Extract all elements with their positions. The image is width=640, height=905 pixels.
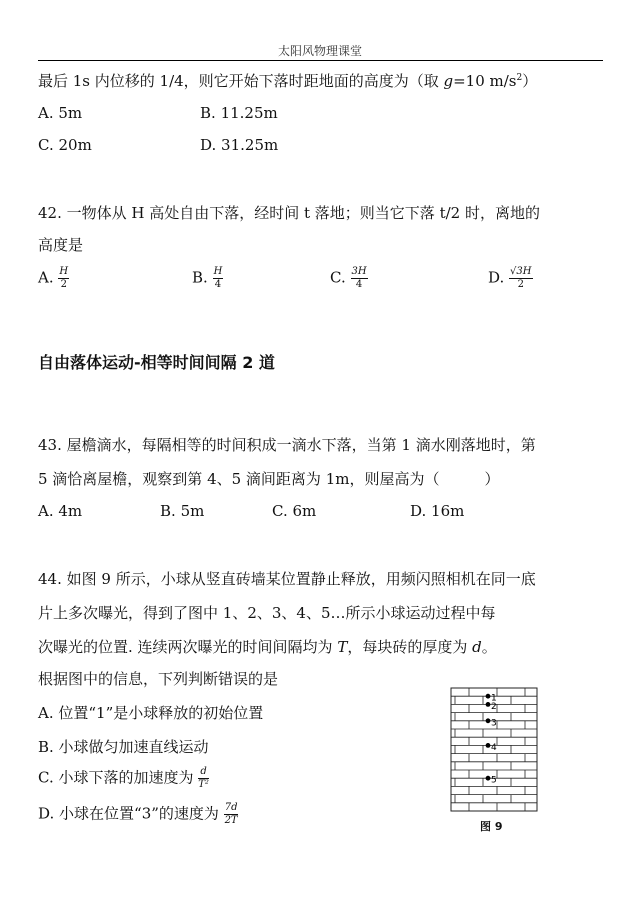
option-label: D. [200, 136, 217, 154]
q41-g-value: =10 m/s [453, 72, 517, 90]
brick-wall-diagram [450, 686, 538, 816]
symbol-T: T [337, 638, 348, 656]
ball-label-1: 1 [491, 693, 497, 704]
q41-stem [38, 70, 537, 91]
fraction: $\frac{7d}{2T}$ [224, 802, 238, 826]
q42-option-a[interactable] [38, 266, 69, 291]
q44-option-c[interactable]: C. 小球下落的加速度为 $\frac{d}{\text{T²}}$ [38, 766, 209, 790]
symbol-d: d [472, 638, 482, 656]
option-label: B. [160, 502, 176, 520]
option-label: B. [192, 268, 208, 287]
option-label: A. [38, 268, 54, 287]
option-text: 20m [58, 136, 92, 154]
q42-stem-line1: 42. 一物体从 H 高处自由下落，经时间 t 落地；则当它下落 t/2 时，离地的 [38, 204, 540, 222]
q43-option-d[interactable] [410, 502, 464, 520]
option-label: C. [38, 136, 54, 154]
brick-wall-figure [450, 686, 538, 820]
q44-stem-line2: 片上多次曝光，得到了图中 1、2、3、4、5…所示小球运动过程中每 [38, 604, 496, 622]
option-label: A. [38, 502, 54, 520]
q43-stem-line2: 5 滴恰离屋檐，观察到第 4、5 滴间距离为 1m，则屋高为（ ） [38, 470, 500, 488]
ball-label-2: 2 [491, 701, 497, 712]
option-text: 16m [431, 502, 465, 520]
ball-label-3: 3 [491, 718, 497, 729]
ball-label-5: 5 [491, 775, 497, 786]
q41-stem-text: 最后 1s 内位移的 1/4，则它开始下落时距地面的高度为（取 [38, 72, 439, 90]
option-text: 5m [58, 104, 83, 122]
q44-stem-line1: 44. 如图 9 所示，小球从竖直砖墙某位置静止释放，用频闪照相机在同一底 [38, 570, 536, 588]
ball-position-1 [486, 694, 491, 699]
fraction: $\frac{H}{4}$ [213, 266, 223, 290]
fraction: $\frac{H}{2}$ [59, 266, 69, 290]
header-rule [38, 60, 603, 61]
q41-g-symbol: g [443, 72, 454, 90]
option-text: 6m [292, 502, 317, 520]
q42-option-d[interactable] [488, 266, 533, 291]
ball-position-3 [486, 718, 491, 723]
option-label: A. [38, 104, 54, 122]
q42-option-c[interactable] [330, 266, 368, 291]
option-text: 11.25m [220, 104, 278, 122]
option-label: C. [330, 268, 346, 287]
q44-option-d[interactable]: D. 小球在位置“3”的速度为 $\frac{7d}{2T}$ [38, 802, 238, 826]
option-label: B. [200, 104, 216, 122]
ball-position-5 [486, 776, 491, 781]
option-text: 4m [58, 502, 83, 520]
q41-option-a[interactable] [38, 104, 82, 122]
option-label: D. [488, 268, 505, 287]
q44-option-a[interactable]: A. 位置“1”是小球释放的初始位置 [38, 704, 264, 722]
q41-g-sup: 2 [516, 73, 523, 83]
q43-option-b[interactable] [160, 502, 204, 520]
q41-option-c[interactable] [38, 136, 92, 154]
q43-option-a[interactable] [38, 502, 82, 520]
option-label: D. [410, 502, 427, 520]
option-text: 5m [180, 502, 205, 520]
q41-option-d[interactable] [200, 136, 278, 154]
q41-option-b[interactable] [200, 104, 278, 122]
q44-stem-line3: 次曝光的位置. 连续两次曝光的时间间隔均为 T，每块砖的厚度为 d。 [38, 638, 497, 656]
option-text: 31.25m [221, 136, 279, 154]
q43-option-c[interactable] [272, 502, 316, 520]
q42-stem-line2: 高度是 [38, 236, 84, 254]
q42-option-b[interactable] [192, 266, 223, 291]
page-header: 太阳风物理课堂 [277, 44, 362, 58]
ball-label-4: 4 [491, 742, 497, 753]
fraction: $\frac{d}{\text{T²}}$ [198, 766, 209, 790]
fraction: $\frac{3H}{4}$ [351, 266, 367, 290]
q41-paren-close: ） [522, 72, 538, 90]
ball-position-4 [486, 743, 491, 748]
ball-position-2 [486, 702, 491, 707]
option-label: C. [272, 502, 288, 520]
q44-option-b[interactable]: B. 小球做匀加速直线运动 [38, 738, 209, 756]
section-title: 自由落体运动-相等时间间隔 2 道 [38, 353, 275, 372]
q44-stem-line4: 根据图中的信息，下列判断错误的是 [38, 670, 279, 688]
figure-caption: 图 9 [480, 820, 503, 833]
fraction: $\frac{√3H}{2}$ [510, 266, 532, 290]
q43-stem-line1: 43. 屋檐滴水，每隔相等的时间积成一滴水下落，当第 1 滴水刚落地时，第 [38, 436, 536, 454]
